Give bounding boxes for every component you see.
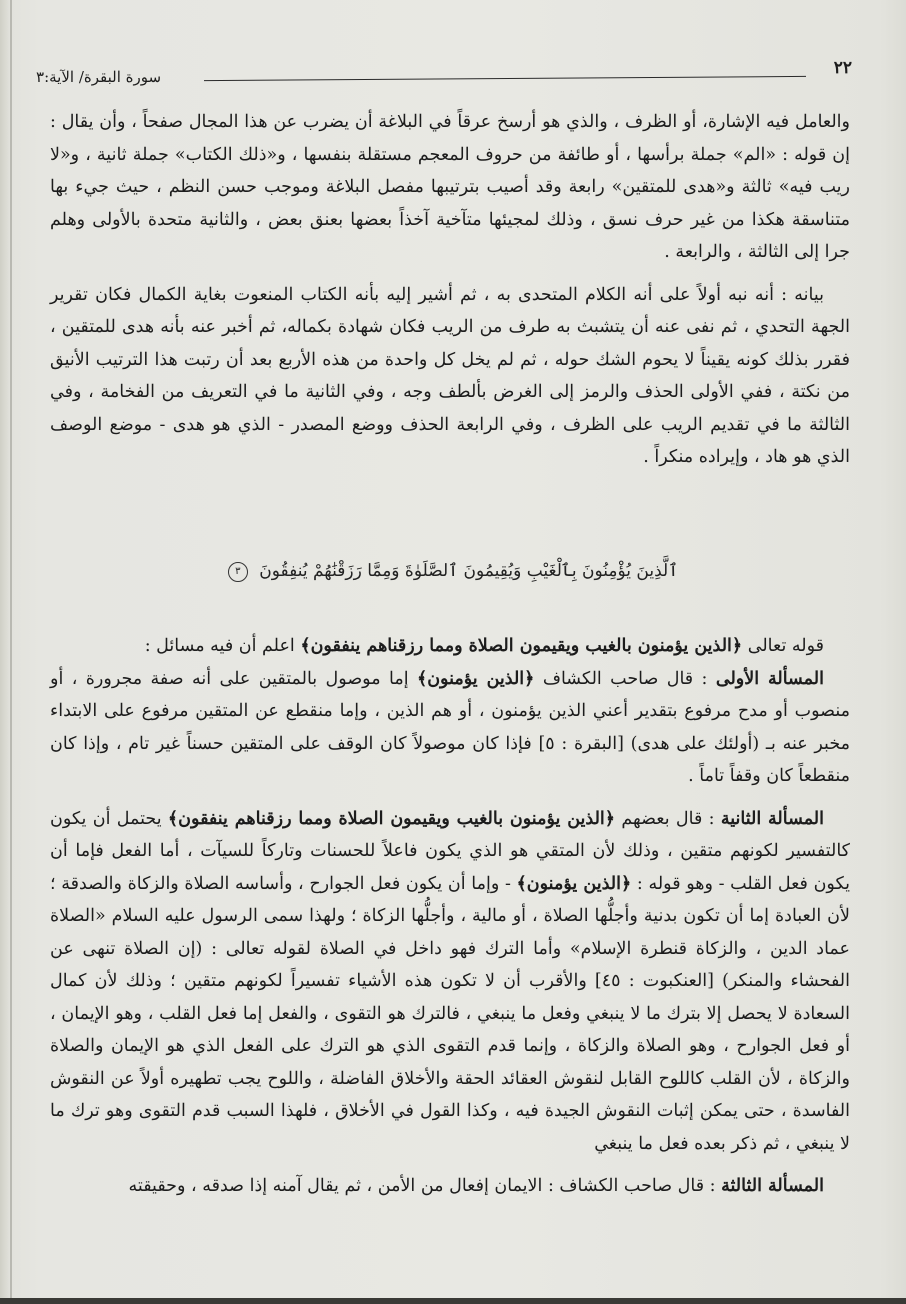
ayah-number-marker: ٣ bbox=[228, 562, 248, 582]
text-segment: إما موصول بالمتقين على أنه صفة مجرورة ، أو منصوب أو مدح مرفوع بتقدير أعني الذين يؤمنون ، أو هم الذين ، وإما منقطع عن المتقين مرفوع على الابتداء مخبر عنه بـ (أولئك على هدى) [البقرة : ٥] فإذا كان موصولاً كان الوقف على المتقين حسناً غير تام ، وإذا كان منقطعاً كان وقفاً تاماً . bbox=[50, 668, 851, 786]
commentary-section-1 bbox=[50, 106, 850, 474]
intro-rest: اعلم أن فيه مسائل : bbox=[144, 636, 301, 656]
verse-quote: ﴿الذين يؤمنون بالغيب ويقيمون الصلاة ومما رزقناهم ينفقون﴾ bbox=[300, 636, 743, 656]
intro-lead: قوله تعالى bbox=[742, 636, 824, 656]
running-title: سورة البقرة/ الآية:٣ bbox=[36, 68, 162, 86]
masala-3-paragraph bbox=[50, 1170, 850, 1203]
verse-quote: ﴿الذين يؤمنون﴾ bbox=[416, 668, 535, 689]
text-segment: يحتمل أن يكون كالتفسير لكونهم متقين ، وذلك لأن المتقي هو الذي يكون فاعلاً للحسنات وتاركاً للسيآت ، أما الفعل فإما أن يكون فعل القلب - وهو قوله : bbox=[50, 808, 850, 894]
intro-paragraph bbox=[50, 630, 850, 663]
text-segment: : قال صاحب الكشاف bbox=[534, 668, 716, 689]
quran-verse bbox=[0, 560, 906, 582]
page-gutter bbox=[10, 0, 12, 1298]
masala-2-title: المسألة الثانية bbox=[720, 808, 825, 829]
text-segment: : قال صاحب الكشاف : الايمان إفعال من الأمن ، ثم يقال آمنه إذا صدقه ، وحقيقته bbox=[128, 1176, 722, 1196]
verse-text: ٱلَّذِينَ يُؤْمِنُونَ بِٱلْغَيْبِ وَيُقِيمُونَ ٱلصَّلَوٰةَ وَمِمَّا رَزَقْنَٰهُمْ يُنفِقُونَ bbox=[259, 561, 679, 581]
masala-1-paragraph bbox=[50, 663, 850, 793]
page-header bbox=[36, 58, 852, 86]
masala-2-paragraph bbox=[50, 803, 850, 1161]
text-segment: : قال بعضهم bbox=[615, 808, 721, 829]
commentary-section-2 bbox=[50, 630, 850, 1203]
page-number: ٢٢ bbox=[833, 58, 852, 78]
header-rule bbox=[204, 76, 806, 81]
text-segment: - وإما أن يكون فعل الجوارح ، وأساسه الصلاة والزكاة والصدقة ؛ لأن العبادة إما أن تكون بدنية وأجلُّها الصلاة ، أو مالية ، وأجلُّها الزكاة ؛ ولهذا سمى الرسول عليه السلام «الصلاة عماد الدين ، والزكاة قنطرة الإسلام» وأما الترك فهو داخل في الصلاة لقوله تعالى : (إن الصلاة تنهى عن الفحشاء والمنكر) [العنكبوت : ٤٥] والأقرب أن لا تكون هذه الأشياء تفسيراً لكونهم متقين ؛ وذلك لأن كمال السعادة لا يحصل إلا بترك ما لا ينبغي وفعل ما ينبغي ، فالترك هو التقوى ، والفعل إما فعل القلب ، وهو الإيمان ، أو فعل الجوارح ، وهو الصلاة والزكاة ، وإنما قدم التقوى الذي هو الترك على الفعل الذي هو الإيمان والصلاة والزكاة ، لأن القلب كاللوح القابل لنقوش العقائد الحقة والأخلاق الفاضلة ، واللوح يجب تطهيره أولاً عن النقوش الفاسدة ، حتى يمكن إثبات النقوش الجيدة فيه ، وكذا القول في الأخلاق ، فلهذا السبب قدم التقوى وهو ترك ما لا ينبغي ، ثم ذكر بعده فعل ما ينبغي bbox=[50, 873, 851, 1154]
paragraph: والعامل فيه الإشارة، أو الظرف ، والذي هو أرسخ عرقاً في البلاغة أن يضرب عن هذا المجال صفحاً ، وأن يقال : إن قوله : «الم» جملة برأسها ، أو طائفة من حروف المعجم مستقلة بنفسها ، و«ذلك الكتاب» جملة ثانية ، و«لا ريب فيه» ثالثة و«هدى للمتقين» رابعة وقد أصيب بترتيبها مفصل البلاغة وموجب حسن النظم ، حيث جيء بها متناسقة هكذا من غير حرف نسق ، وذلك لمجيئها متآخية آخذاً بعضها بعنق بعض ، والثانية متحدة بالأولى وهلم جرا إلى الثالثة ، والرابعة . bbox=[50, 112, 850, 262]
masala-3-title: المسألة الثالثة bbox=[721, 1176, 824, 1196]
page-bottom-edge bbox=[0, 1298, 906, 1304]
masala-1-title: المسألة الأولى bbox=[715, 668, 824, 689]
paragraph: بيانه : أنه نبه أولاً على أنه الكلام المتحدى به ، ثم أشير إليه بأنه الكتاب المنعوت بغاية الكمال فكان تقرير الجهة التحدي ، ثم نفى عنه أن يتشبث به طرف من الريب فكان شهادة بكماله، ثم أخبر عنه بأنه هدى للمتقين ، فقرر بذلك كونه يقيناً لا يحوم الشك حوله ، ثم لم يخل كل واحدة من هذه الأربع بعد أن رتبت هذا الترتيب الأنيق من نكتة ، ففي الأولى الحذف والرمز إلى الغرض بألطف وجه ، وفي الثانية ما في التعريف من الفخامة ، وفي الثالثة ما في تقديم الريب على الظرف ، وفي الرابعة الحذف ووضع المصدر - الذي هو هدى - موضع الوصف الذي هو هاد ، وإيراده منكراً . bbox=[50, 284, 850, 467]
verse-quote: ﴿الذين يؤمنون بالغيب ويقيمون الصلاة ومما رزقناهم ينفقون﴾ bbox=[167, 808, 616, 829]
verse-quote: ﴿الذين يؤمنون﴾ bbox=[516, 873, 632, 894]
